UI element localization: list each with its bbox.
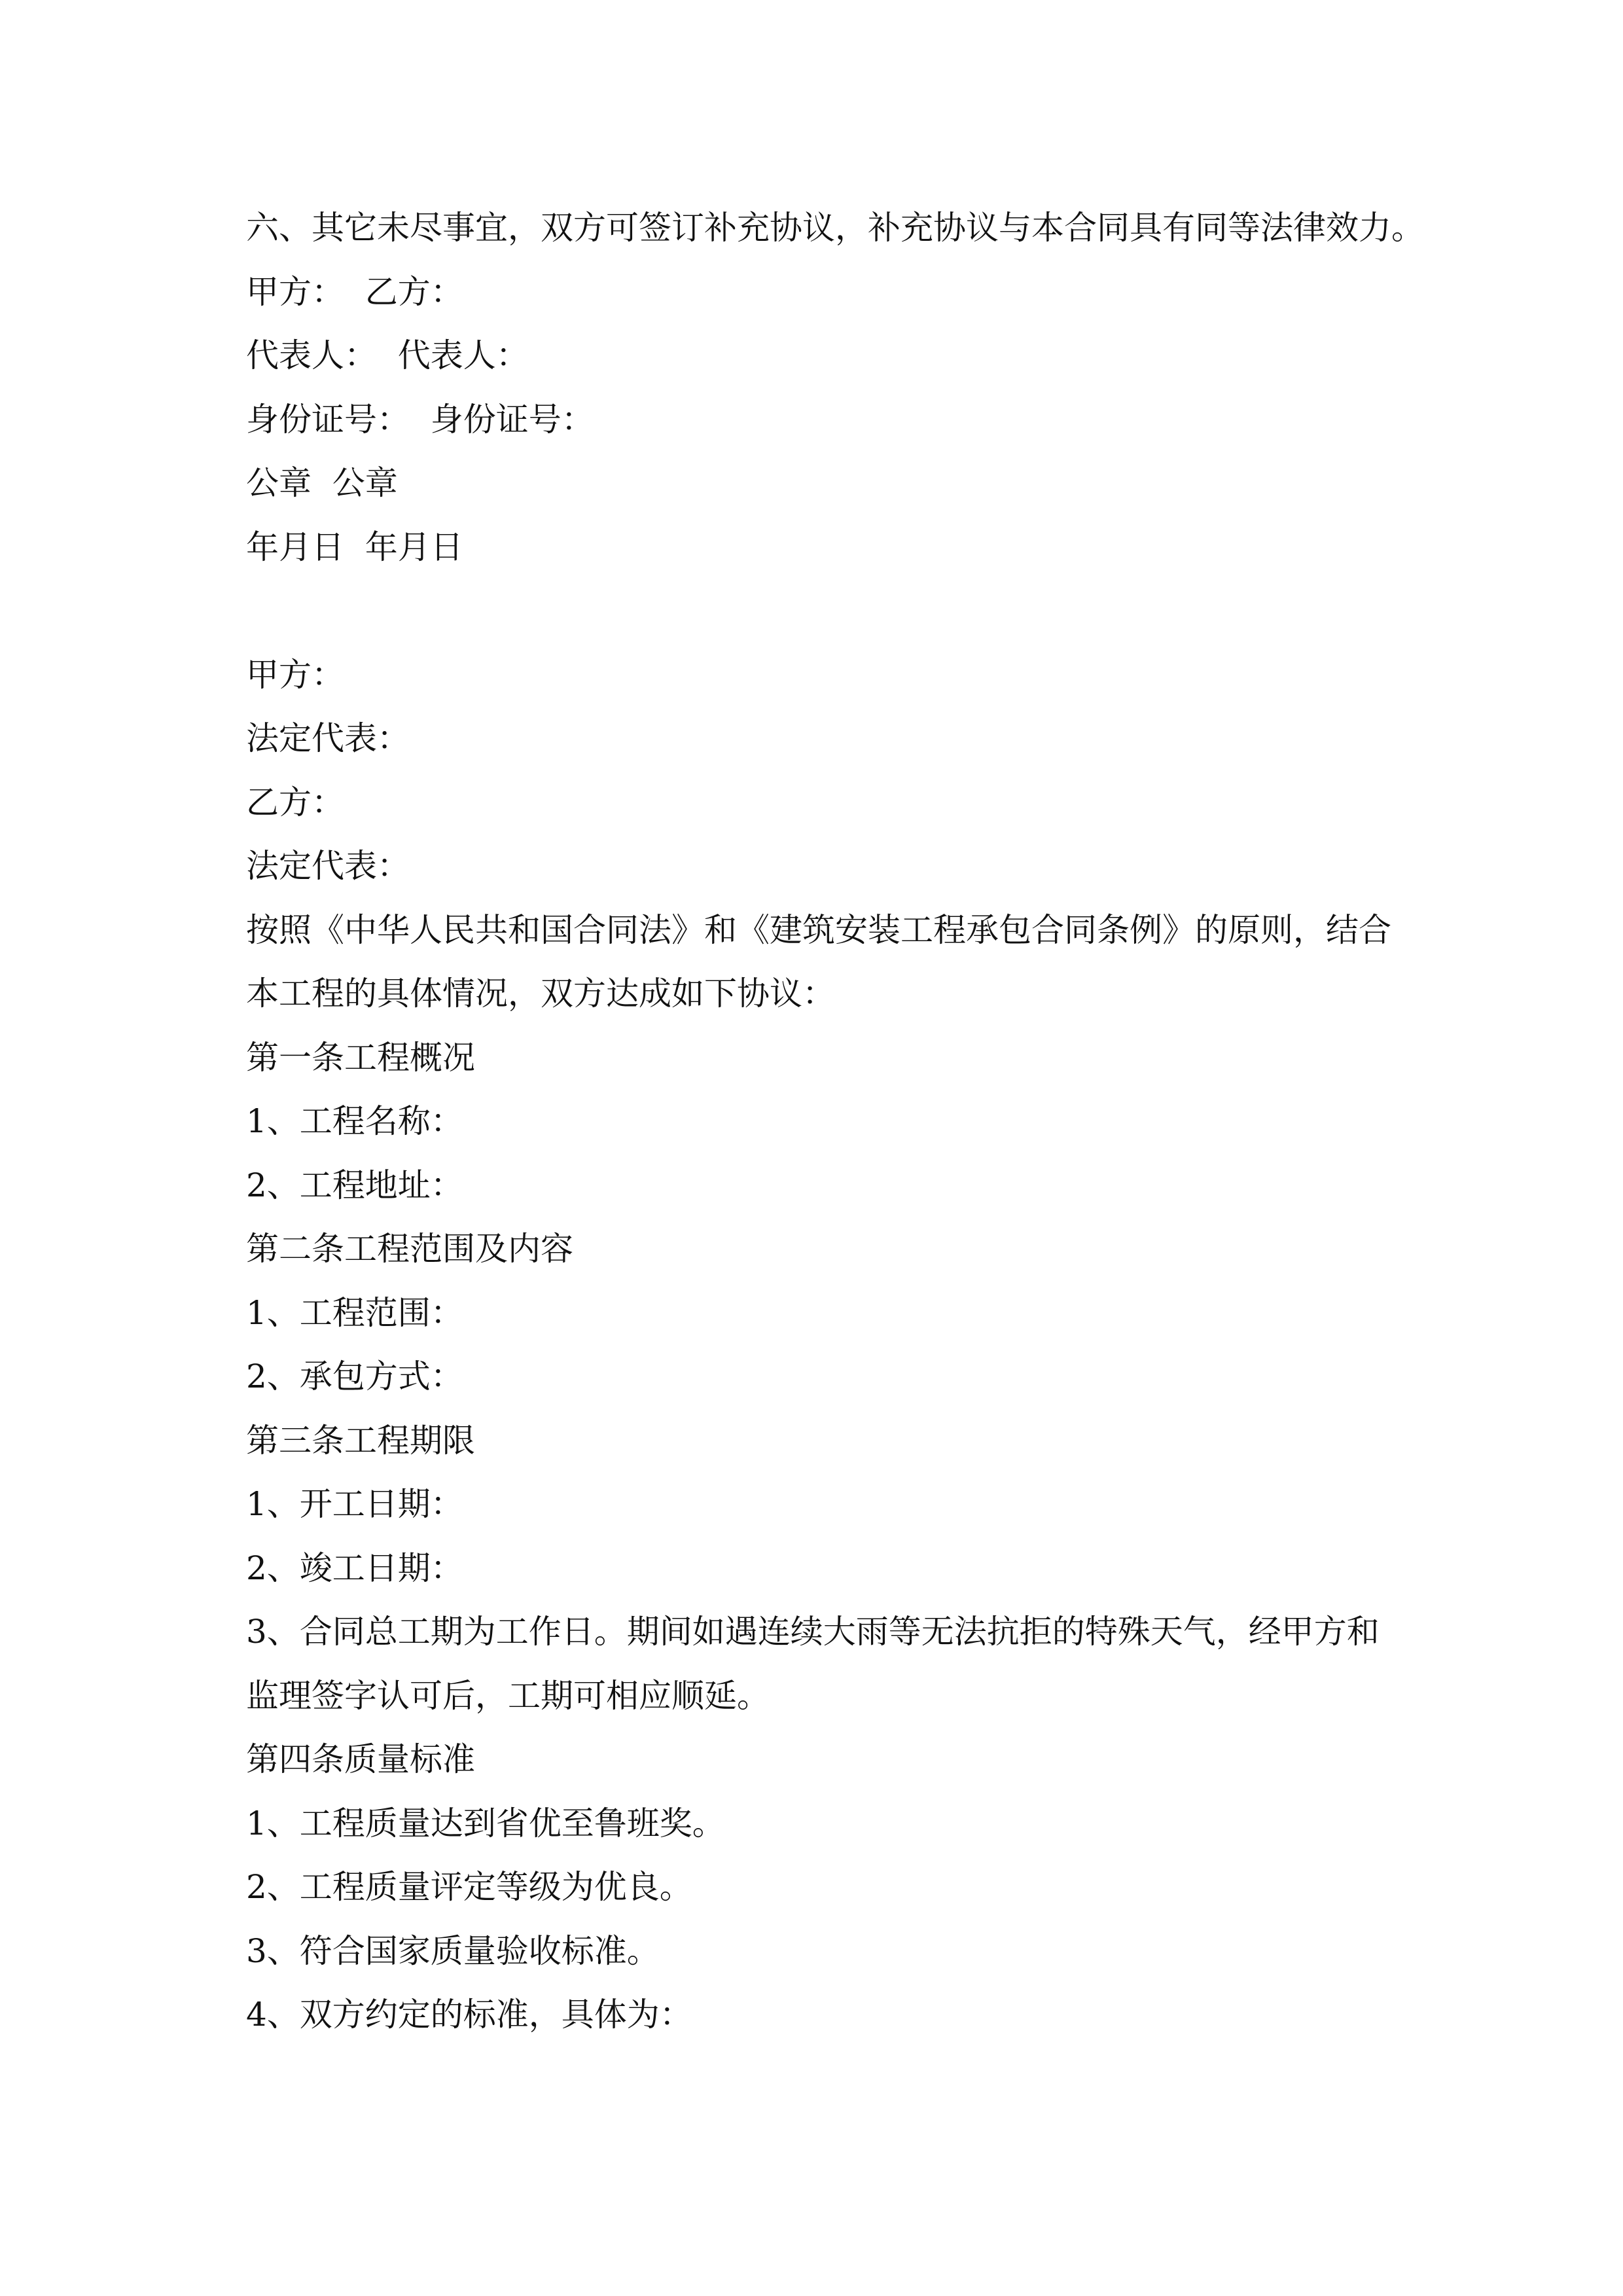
article-1-item: 1、工程名称： — [246, 1102, 463, 1140]
article-3-item: 2、竣工日期： — [246, 1549, 463, 1587]
preamble-line-2: 本工程的具体情况，双方达成如下协议： — [246, 975, 835, 1013]
article-2-heading: 第二条工程范围及内容 — [246, 1230, 573, 1268]
signature-dates: 年月日 年月日 — [246, 528, 463, 566]
article-4-item: 1、工程质量达到省优至鲁班奖。 — [246, 1804, 725, 1842]
signature-id-numbers: 身份证号： 身份证号： — [246, 400, 594, 439]
article-2-item: 2、承包方式： — [246, 1357, 463, 1395]
article-1-item: 2、工程地址： — [246, 1166, 463, 1204]
article-4-item: 2、工程质量评定等级为优良。 — [246, 1868, 692, 1906]
article-4-item: 4、双方约定的标准，具体为： — [246, 1996, 692, 2034]
article-4-heading: 第四条质量标准 — [246, 1740, 475, 1778]
clause-six: 六、其它未尽事宜，双方可签订补充协议，补充协议与本合同具有同等法律效力。 — [246, 209, 1424, 247]
article-3-heading: 第三条工程期限 — [246, 1421, 475, 1460]
party-a-label: 甲方： — [246, 655, 344, 694]
article-3-item: 1、开工日期： — [246, 1485, 463, 1523]
preamble-line-1: 按照《中华人民共和国合同法》和《建筑安装工程承包合同条例》的原则，结合 — [246, 910, 1391, 949]
document-body — [246, 196, 1457, 2047]
article-1-heading: 第一条工程概况 — [246, 1038, 475, 1077]
section-spacer — [246, 579, 1457, 643]
party-b-label: 乙方： — [246, 783, 344, 821]
article-4-item: 3、符合国家质量验收标准。 — [246, 1931, 660, 1970]
signature-representatives: 代表人： 代表人： — [246, 336, 529, 374]
article-3-item-continuation: 监理签字认可后，工期可相应顺延。 — [246, 1676, 770, 1715]
signature-seals: 公章 公章 — [246, 464, 398, 502]
article-3-item: 3、合同总工期为工作日。期间如遇连续大雨等无法抗拒的特殊天气，经甲方和 — [246, 1613, 1380, 1651]
article-2-item: 1、工程范围： — [246, 1293, 463, 1332]
party-b-representative-label: 法定代表： — [246, 847, 410, 885]
party-a-representative-label: 法定代表： — [246, 719, 410, 757]
signature-parties: 甲方： 乙方： — [246, 272, 463, 311]
